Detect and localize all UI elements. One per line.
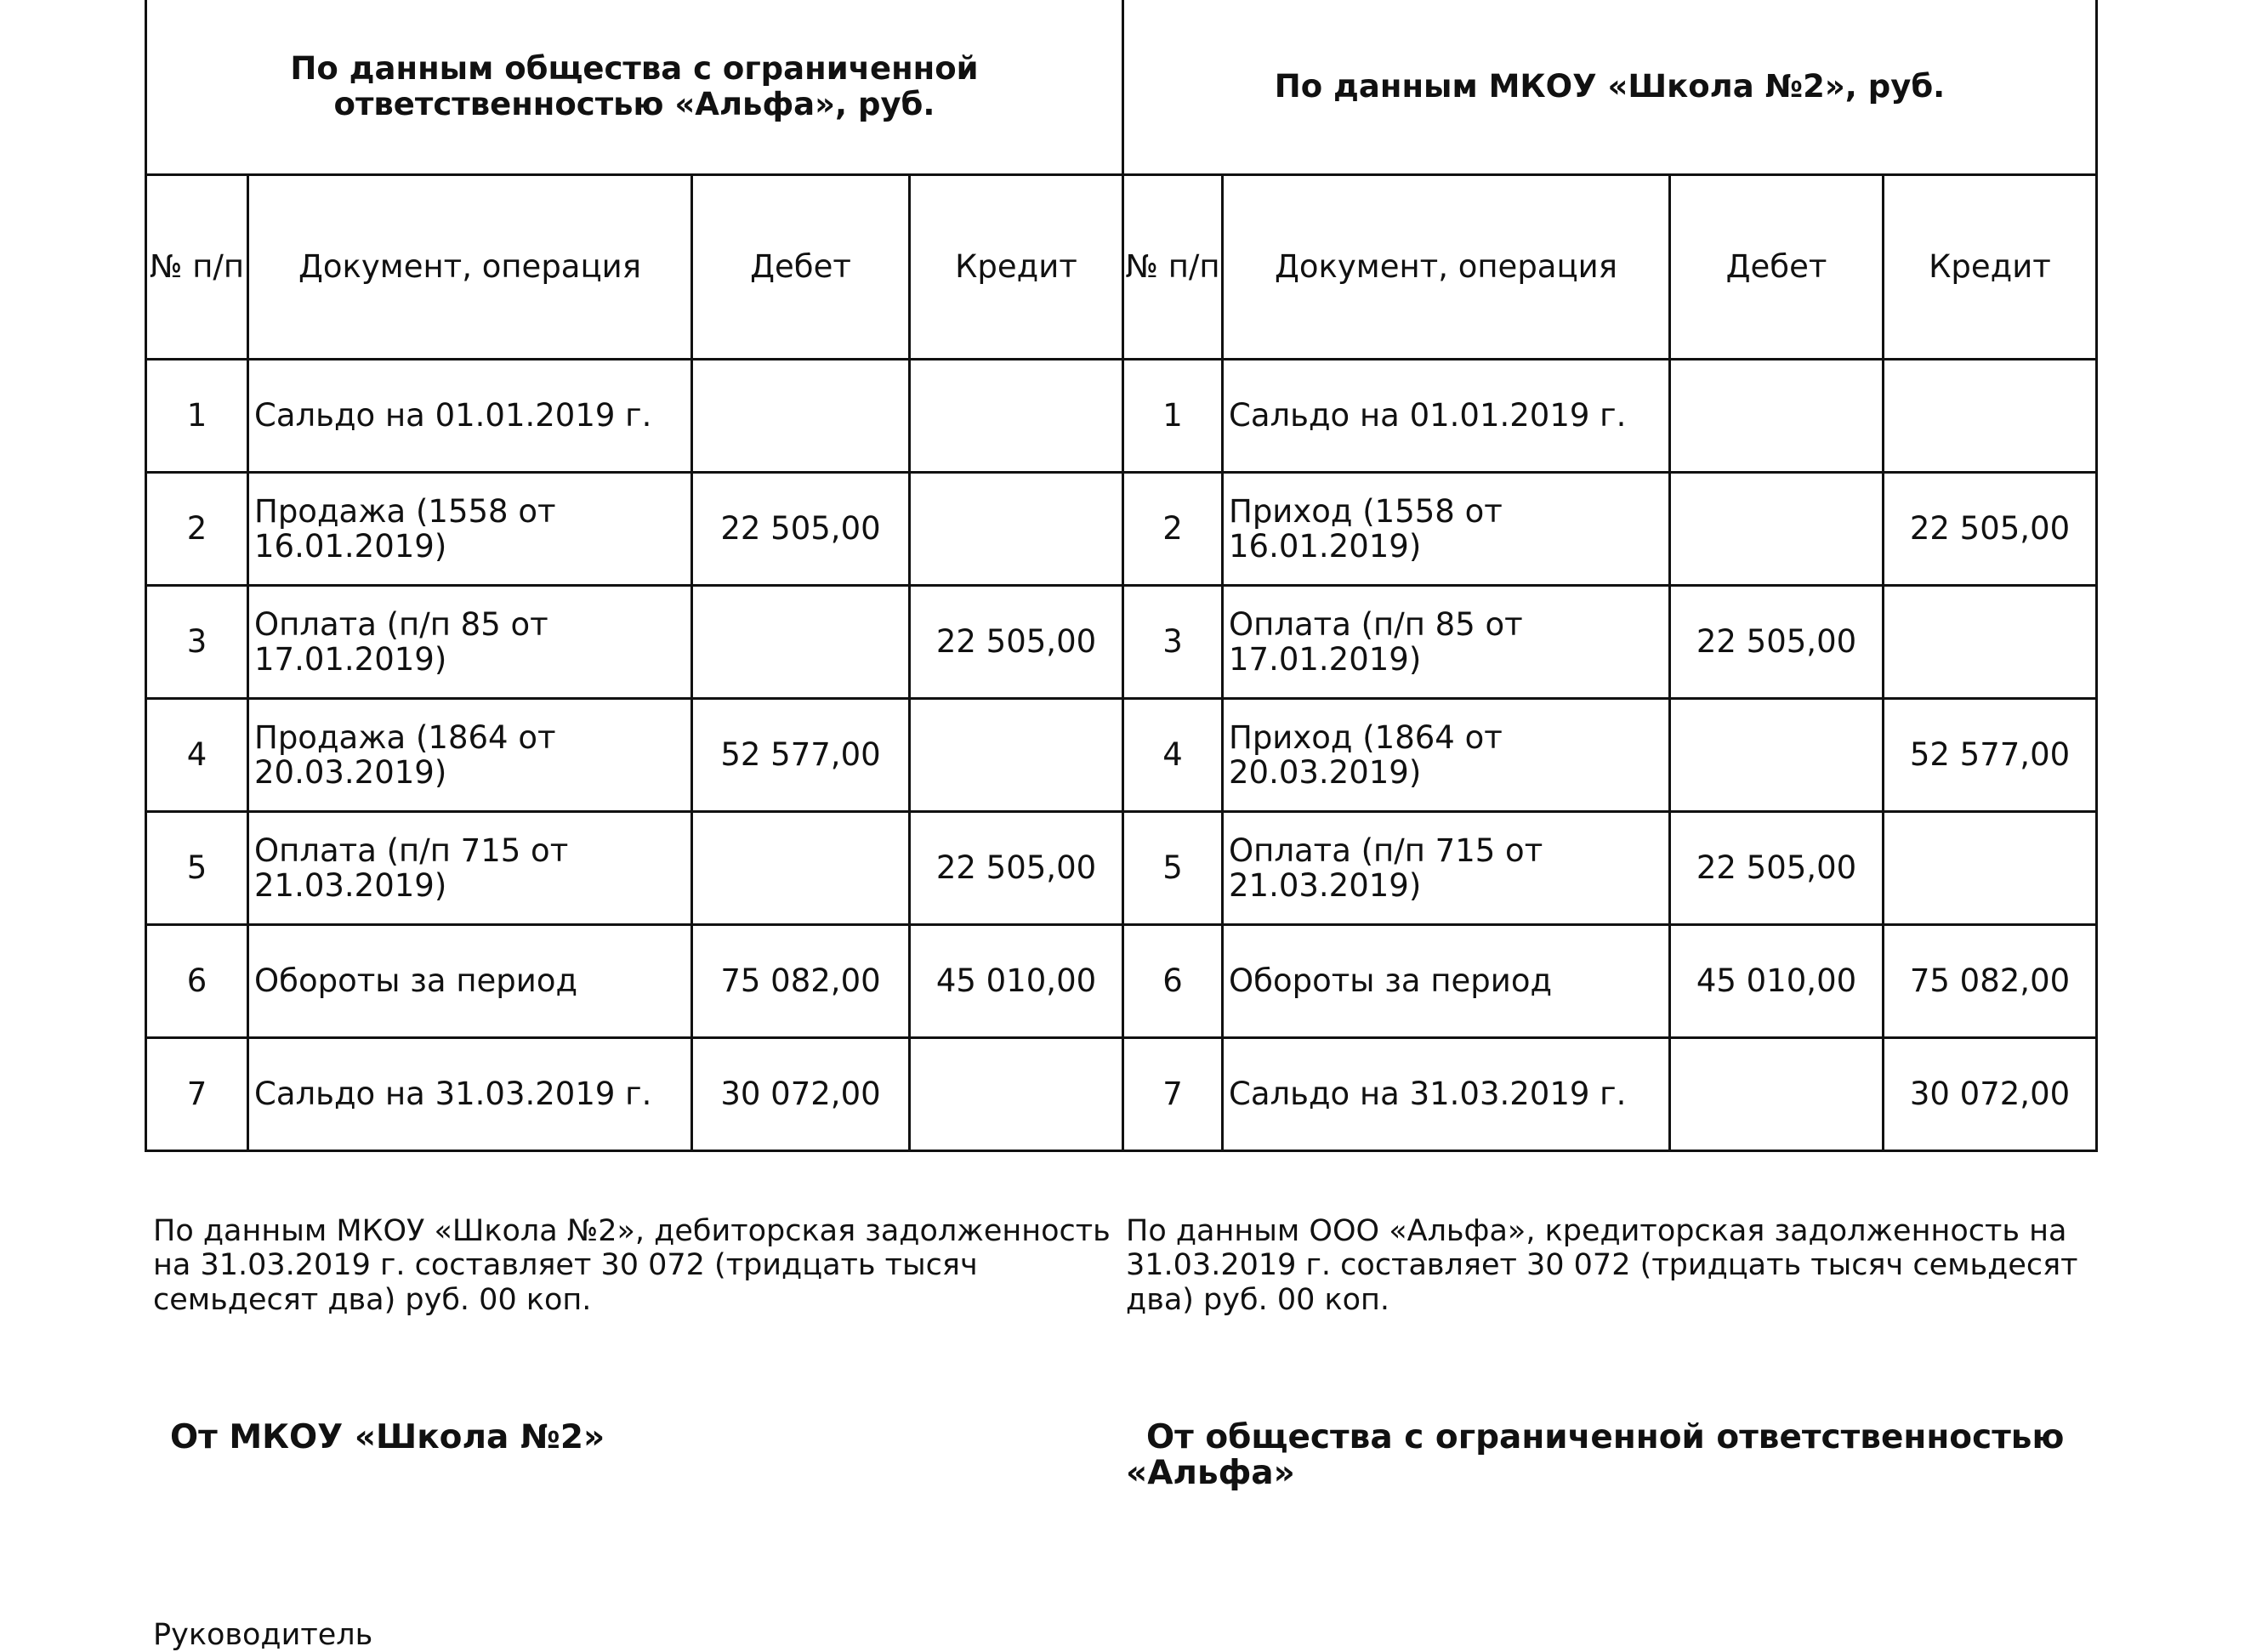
- alpha-row-debit: 30 072,00: [692, 1038, 910, 1151]
- alpha-row-credit: [910, 699, 1123, 812]
- school-row-doc: Обороты за период: [1223, 925, 1670, 1038]
- alpha-row-debit: 75 082,00: [692, 925, 910, 1038]
- school-row-debit: [1670, 360, 1884, 473]
- school-col-num: № п/п: [1123, 175, 1223, 360]
- alpha-row-doc: Сальдо на 01.01.2019 г.: [248, 360, 692, 473]
- alpha-row-debit: [692, 812, 910, 925]
- alpha-col-doc: Документ, операция: [248, 175, 692, 360]
- alpha-col-num: № п/п: [146, 175, 248, 360]
- alpha-row-num: 2: [146, 473, 248, 586]
- school-row-doc: Оплата (п/п 715 от 21.03.2019): [1223, 812, 1670, 925]
- alpha-row-doc: Продажа (1864 от 20.03.2019): [248, 699, 692, 812]
- alpha-row-credit: [910, 1038, 1123, 1151]
- table-row: [146, 699, 2097, 812]
- table-row: [146, 586, 2097, 699]
- school-row-num: 7: [1123, 1038, 1223, 1151]
- alpha-row-credit: 22 505,00: [910, 812, 1123, 925]
- alpha-col-credit: Кредит: [910, 175, 1123, 360]
- school-row-doc: Сальдо на 31.03.2019 г.: [1223, 1038, 1670, 1151]
- school-row-debit: [1670, 1038, 1884, 1151]
- table-row: [146, 360, 2097, 473]
- school-row-num: 1: [1123, 360, 1223, 473]
- alpha-row-num: 5: [146, 812, 248, 925]
- school-row-debit: [1670, 699, 1884, 812]
- school-row-num: 2: [1123, 473, 1223, 586]
- school-debt-note: По данным МКОУ «Школа №2», дебиторская задолженность на 31.03.2019 г. составляет 30 072 (тридцать тысяч семьдесят два) руб. 00 коп.: [153, 1214, 1111, 1317]
- school-row-debit: 22 505,00: [1670, 812, 1884, 925]
- school-row-debit: 22 505,00: [1670, 586, 1884, 699]
- school-row-credit: [1884, 812, 2097, 925]
- alpha-row-num: 6: [146, 925, 248, 1038]
- school-col-debit: Дебет: [1670, 175, 1884, 360]
- alpha-row-credit: [910, 360, 1123, 473]
- school-row-credit: [1884, 360, 2097, 473]
- alpha-row-num: 4: [146, 699, 248, 812]
- school-col-credit: Кредит: [1884, 175, 2097, 360]
- alpha-row-credit: [910, 473, 1123, 586]
- alpha-row-num: 7: [146, 1038, 248, 1151]
- school-row-credit: 75 082,00: [1884, 925, 2097, 1038]
- reconciliation-table: [145, 0, 2098, 1152]
- school-row-credit: 22 505,00: [1884, 473, 2097, 586]
- table-row: [146, 1038, 2097, 1151]
- alpha-signature-title: От общества с ограниченной ответственностью «Альфа»: [1126, 1418, 2065, 1493]
- alpha-row-debit: [692, 360, 910, 473]
- school-row-num: 3: [1123, 586, 1223, 699]
- alpha-row-credit: 45 010,00: [910, 925, 1123, 1038]
- table-row: [146, 925, 2097, 1038]
- school-row-doc: Приход (1864 от 20.03.2019): [1223, 699, 1670, 812]
- table-row: [146, 473, 2097, 586]
- school-row-credit: 52 577,00: [1884, 699, 2097, 812]
- school-row-credit: 30 072,00: [1884, 1038, 2097, 1151]
- alpha-row-num: 1: [146, 360, 248, 473]
- alpha-col-debit: Дебет: [692, 175, 910, 360]
- alpha-row-debit: 52 577,00: [692, 699, 910, 812]
- alpha-row-debit: 22 505,00: [692, 473, 910, 586]
- alpha-debt-note: По данным ООО «Альфа», кредиторская задолженность на 31.03.2019 г. составляет 30 072 (тридцать тысяч семьдесят два) руб. 00 коп.: [1126, 1214, 2078, 1317]
- table-row: [146, 812, 2097, 925]
- school-row-doc: Сальдо на 01.01.2019 г.: [1223, 360, 1670, 473]
- school-row-doc: Приход (1558 от 16.01.2019): [1223, 473, 1670, 586]
- alpha-row-doc: Сальдо на 31.03.2019 г.: [248, 1038, 692, 1151]
- alpha-row-doc: Продажа (1558 от 16.01.2019): [248, 473, 692, 586]
- school-row-num: 4: [1123, 699, 1223, 812]
- alpha-row-num: 3: [146, 586, 248, 699]
- school-row-num: 5: [1123, 812, 1223, 925]
- school-row-num: 6: [1123, 925, 1223, 1038]
- school-header-title: По данным МКОУ «Школа №2», руб.: [1123, 0, 2097, 175]
- school-row-debit: [1670, 473, 1884, 586]
- school-row-doc: Оплата (п/п 85 от 17.01.2019): [1223, 586, 1670, 699]
- school-row-credit: [1884, 586, 2097, 699]
- alpha-row-doc: Оплата (п/п 85 от 17.01.2019): [248, 586, 692, 699]
- alpha-row-doc: Оплата (п/п 715 от 21.03.2019): [248, 812, 692, 925]
- alpha-row-debit: [692, 586, 910, 699]
- alpha-header-title: По данным общества с ограниченной ответственностью «Альфа», руб.: [146, 0, 1123, 175]
- school-col-doc: Документ, операция: [1223, 175, 1670, 360]
- school-signature-title: От МКОУ «Школа №2»: [170, 1418, 605, 1456]
- cut-footer-text: Руководитель: [153, 1618, 373, 1652]
- alpha-row-doc: Обороты за период: [248, 925, 692, 1038]
- alpha-row-credit: 22 505,00: [910, 586, 1123, 699]
- school-row-debit: 45 010,00: [1670, 925, 1884, 1038]
